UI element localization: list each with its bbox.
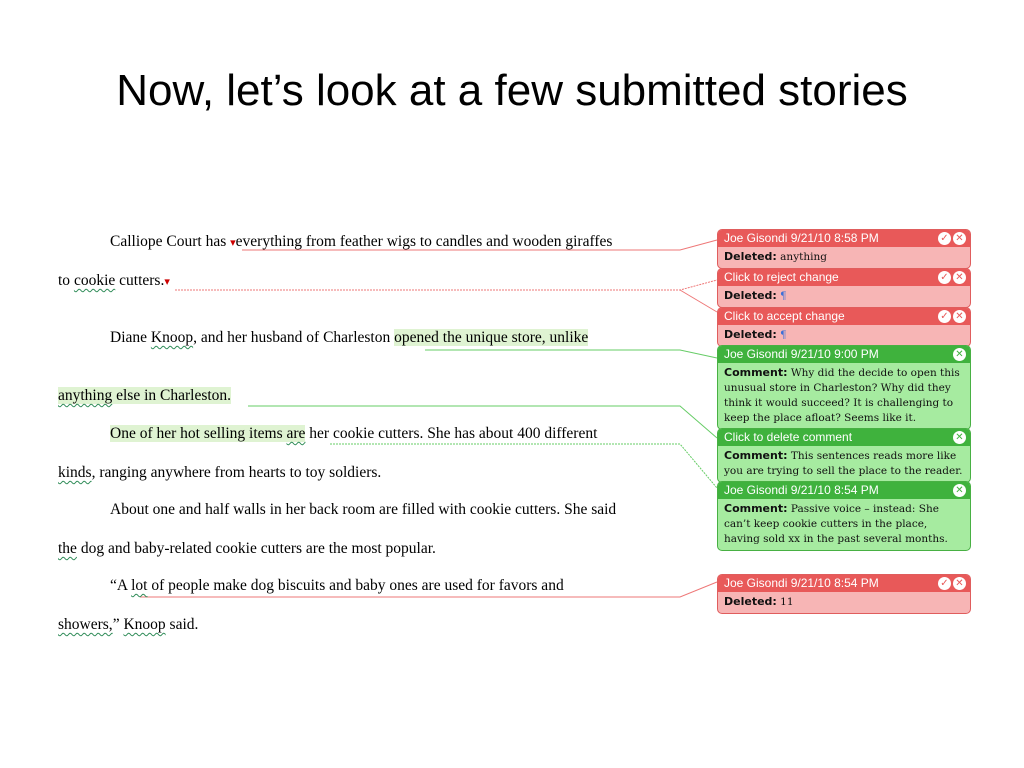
doc-line-1: Calliope Court has ▾everything from feather wigs to candles and wooden giraffes bbox=[110, 233, 613, 250]
bubble-body: Deleted: ¶ bbox=[724, 289, 787, 302]
close-icon[interactable]: ✕ bbox=[953, 348, 966, 361]
close-icon[interactable]: ✕ bbox=[953, 310, 966, 323]
deletion-marker: ▾ bbox=[230, 237, 236, 249]
comment-bubble-1[interactable] bbox=[717, 345, 971, 430]
bubble-body: Comment: This sentences reads more like you are trying to sell the place to the reader. bbox=[724, 449, 963, 477]
deletion-bubble-1[interactable] bbox=[717, 229, 971, 269]
doc-line-9: “A lot of people make dog biscuits and baby ones are used for favors and bbox=[110, 577, 564, 594]
pilcrow-icon: ¶ bbox=[780, 291, 787, 302]
check-icon[interactable]: ✓ bbox=[938, 310, 951, 323]
comment-bubble-2[interactable] bbox=[717, 428, 971, 483]
close-icon[interactable]: ✕ bbox=[953, 232, 966, 245]
close-icon[interactable]: ✕ bbox=[953, 484, 966, 497]
bubble-header[interactable]: Click to accept change ✓ ✕ bbox=[718, 308, 970, 325]
doc-line-2: to cookie cutters.▾ bbox=[58, 272, 170, 289]
bubble-body: Comment: Why did the decide to open this unusual store in Charleston? Why did they think it would succeed? It is challenging to keep the place afloat? Seems like it. bbox=[724, 366, 960, 424]
bubble-body: Deleted: anything bbox=[724, 250, 827, 263]
doc-line-10: showers,” Knoop said. bbox=[58, 616, 199, 633]
bubble-body: Deleted: ¶ bbox=[724, 328, 787, 341]
close-icon[interactable]: ✕ bbox=[953, 271, 966, 284]
bubble-body: Comment: Passive voice – instead: She can’t keep cookie cutters in the place, having sold xx in the past several months. bbox=[724, 502, 948, 545]
bubble-header[interactable]: Click to delete comment ✕ bbox=[718, 429, 970, 446]
close-icon[interactable]: ✕ bbox=[953, 431, 966, 444]
doc-line-6: kinds, ranging anywhere from hearts to toy soldiers. bbox=[58, 464, 382, 481]
doc-line-8: the dog and baby-related cookie cutters are the most popular. bbox=[58, 540, 436, 557]
bubble-header[interactable]: Joe Gisondi 9/21/10 9:00 PM ✕ bbox=[718, 346, 970, 363]
close-icon[interactable]: ✕ bbox=[953, 577, 966, 590]
check-icon[interactable]: ✓ bbox=[938, 232, 951, 245]
doc-line-5: One of her hot selling items are her cookie cutters. She has about 400 different bbox=[110, 425, 598, 442]
bubble-header[interactable]: Joe Gisondi 9/21/10 8:54 PM ✕ bbox=[718, 482, 970, 499]
check-icon[interactable]: ✓ bbox=[938, 577, 951, 590]
bubble-header[interactable]: Joe Gisondi 9/21/10 8:54 PM ✓ ✕ bbox=[718, 575, 970, 592]
deletion-bubble-3[interactable] bbox=[717, 307, 971, 347]
doc-line-7: About one and half walls in her back room are filled with cookie cutters. She said bbox=[110, 501, 617, 518]
bubble-header[interactable]: Click to reject change ✓ ✕ bbox=[718, 269, 970, 286]
comment-bubble-3[interactable] bbox=[717, 481, 971, 551]
pilcrow-icon: ¶ bbox=[780, 330, 787, 341]
deletion-marker: ▾ bbox=[164, 276, 170, 288]
check-icon[interactable]: ✓ bbox=[938, 271, 951, 284]
bubble-body: Deleted: 11 bbox=[724, 595, 794, 608]
doc-line-4: anything else in Charleston. bbox=[58, 387, 232, 404]
doc-line-3: Diane Knoop, and her husband of Charleston opened the unique store, unlike bbox=[110, 329, 589, 346]
deletion-bubble-2[interactable] bbox=[717, 268, 971, 308]
bubble-header[interactable]: Joe Gisondi 9/21/10 8:58 PM ✓ ✕ bbox=[718, 230, 970, 247]
slide-title: Now, let’s look at a few submitted stories bbox=[116, 66, 908, 115]
deletion-bubble-4[interactable] bbox=[717, 574, 971, 614]
